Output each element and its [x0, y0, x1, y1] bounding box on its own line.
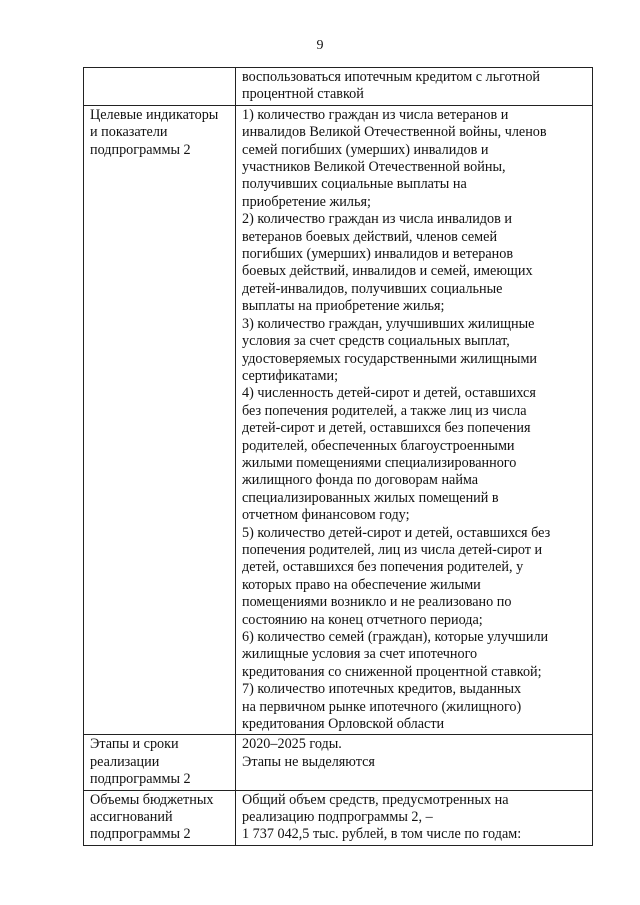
row-content	[236, 735, 593, 790]
table-row-continuation	[84, 68, 593, 106]
text-line: выплаты на приобретение жилья;	[242, 298, 445, 315]
text-line: условия за счет средств социальных выплат,	[242, 333, 510, 350]
text-line: Этапы не выделяются	[242, 753, 375, 770]
text-line: инвалидов Великой Отечественной войны, членов	[242, 124, 547, 141]
text-line: участников Великой Отечественной войны,	[242, 159, 506, 176]
text-line: детей, оставшихся без попечения родителей, у	[242, 559, 524, 576]
text-line: воспользоваться ипотечным кредитом с льготной	[242, 69, 541, 85]
text-line: и показатели	[90, 124, 168, 141]
row-content	[236, 105, 593, 735]
text-line: ассигнований	[90, 809, 173, 826]
text-line: удостоверяемых государственными жилищными	[242, 350, 538, 367]
text-line: сертификатами;	[242, 367, 339, 384]
text-line: родителей, обеспеченных благоустроенными	[242, 437, 515, 454]
text-line: приобретение жилья;	[242, 193, 371, 210]
text-line: 5) количество детей-сирот и детей, оставшихся без	[242, 524, 551, 541]
text-line: 6) количество семей (граждан), которые улучшили	[242, 629, 549, 645]
text-line: состоянию на конец отчетного периода;	[242, 611, 483, 628]
text-line: жилыми помещениями специализированного	[242, 454, 517, 471]
text-line: специализированных жилых помещений в	[242, 489, 499, 506]
text-line: 4) численность детей-сирот и детей, оставшихся	[242, 385, 536, 402]
text-line: Этапы и сроки	[90, 736, 179, 753]
text-line: 1) количество граждан из числа ветеранов и	[242, 106, 509, 123]
text-line: ветеранов боевых действий, членов семей	[242, 228, 498, 245]
text-line: 7) количество ипотечных кредитов, выданных	[242, 681, 522, 698]
text-line: детей-инвалидов, получивших социальные	[242, 280, 503, 297]
text-line: жилищные условия за счет ипотечного	[242, 646, 478, 663]
row-content	[236, 68, 593, 106]
table-row-budget-allocations	[84, 790, 593, 845]
text-line: погибших (умерших) инвалидов и ветеранов	[242, 246, 514, 263]
text-line: на первичном рынке ипотечного (жилищного)	[242, 698, 522, 715]
text-line: помещениями возникло и не реализовано по	[242, 594, 512, 611]
row-label	[84, 68, 236, 106]
row-label	[84, 790, 236, 845]
text-line: отчетном финансовом году;	[242, 507, 410, 524]
text-line: 2) количество граждан из числа инвалидов и	[242, 211, 512, 228]
subprogram-passport-table	[83, 67, 593, 846]
row-label	[84, 735, 236, 790]
text-line: процентной ставкой	[242, 86, 364, 103]
text-line: Объемы бюджетных	[90, 791, 214, 808]
row-content	[236, 790, 593, 845]
text-line: получивших социальные выплаты на	[242, 176, 467, 193]
text-line: без попечения родителей, а также лиц из числа	[242, 402, 527, 419]
text-line: 2020–2025 годы.	[242, 736, 342, 753]
table-row-target-indicators	[84, 105, 593, 735]
table-body	[84, 68, 593, 846]
text-line: Целевые индикаторы	[90, 106, 219, 123]
text-line: кредитования Орловской области	[242, 716, 445, 733]
text-line: реализации	[90, 753, 160, 770]
text-line: кредитования со сниженной процентной ставкой;	[242, 663, 542, 680]
text-line: подпрограммы 2	[90, 826, 191, 843]
text-line: Общий объем средств, предусмотренных на	[242, 791, 509, 808]
row-label	[84, 105, 236, 735]
text-line: боевых действий, инвалидов и семей, имеющих	[242, 263, 533, 280]
text-line: которых право на обеспечение жилыми	[242, 576, 481, 593]
text-line: попечения родителей, лиц из числа детей-сирот и	[242, 541, 543, 558]
text-line: жилищного фонда по договорам найма	[242, 472, 479, 489]
text-line: реализацию подпрограммы 2, –	[242, 809, 433, 826]
text-line: подпрограммы 2	[90, 771, 191, 788]
text-line: детей-сирот и детей, оставшихся без попечения	[242, 420, 531, 437]
text-line: подпрограммы 2	[90, 141, 191, 158]
text-line: 1 737 042,5 тыс. рублей, в том числе по годам:	[242, 826, 522, 843]
text-line: 3) количество граждан, улучшивших жилищные	[242, 315, 535, 332]
text-line: семей погибших (умерших) инвалидов и	[242, 141, 489, 158]
page-number: 9	[316, 38, 324, 53]
table-row-stages-and-terms	[84, 735, 593, 790]
